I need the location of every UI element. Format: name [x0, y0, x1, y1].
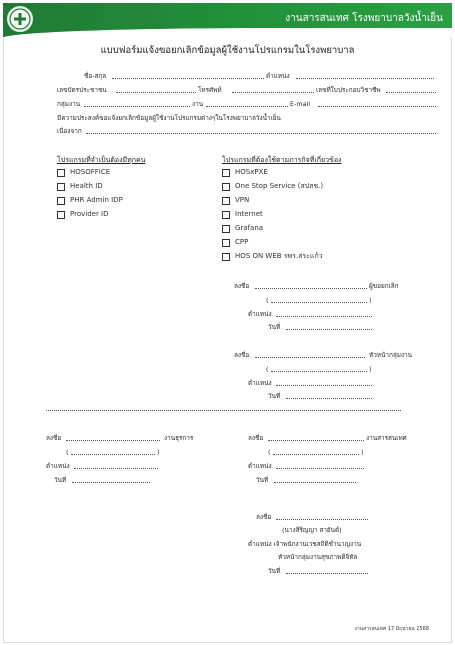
form-title: แบบฟอร์มแจ้งขอยกเลิกข้อมูลผู้ใช้งานโปรแกรมในโรงพยาบาล: [100, 45, 355, 56]
head-date-field[interactable]: [286, 398, 372, 399]
checkbox-internet[interactable]: [222, 211, 230, 219]
approver-date-label: วันที่: [268, 567, 281, 575]
it-position-label: ตำแหน่ง: [248, 462, 272, 470]
checkbox-label: Provider ID: [70, 210, 109, 218]
checkbox-label: HOS ON WEB รพร.สระแก้ว: [235, 252, 323, 260]
head-sign-field[interactable]: [255, 357, 365, 358]
approver-sign-field[interactable]: [276, 519, 368, 520]
checkbox-hosoffice[interactable]: [57, 169, 65, 177]
checkbox-label: PHR Admin IDP: [70, 196, 123, 204]
admin-date-label: วันที่: [54, 476, 67, 484]
checkbox-label: VPN: [235, 196, 250, 204]
requester-role: ผู้ขอยกเลิก: [369, 282, 399, 290]
approver-name: (นางสิริญญา สายันต์): [282, 526, 342, 534]
name-label: ชื่อ-สกุล: [84, 72, 107, 80]
it-date-field[interactable]: [274, 482, 356, 483]
it-date-label: วันที่: [256, 476, 269, 484]
purpose-text: มีความประสงค์ขอแจ้งยกเลิกข้อมูลผู้ใช้งานโปรแกรมต่างๆในโรงพยาบาลวังน้ำเย็น: [57, 114, 281, 122]
paren-open: (: [266, 365, 269, 373]
license-label: เลขที่ใบประกอบวิชาชีพ: [316, 86, 381, 94]
requester-name-field[interactable]: [271, 302, 367, 303]
position-label: ตำแหน่ง: [266, 72, 290, 80]
paren-open: (: [268, 448, 271, 456]
org-name: งานสารสนเทศ โรงพยาบาลวังน้ำเย็น: [285, 13, 443, 24]
admin-position-label: ตำแหน่ง: [46, 462, 70, 470]
it-sign-label: ลงชื่อ: [248, 434, 264, 442]
form-page: [3, 3, 452, 643]
group-field[interactable]: [84, 106, 190, 107]
section-separator: [46, 410, 401, 411]
paren-open: (: [266, 296, 269, 304]
checkbox-label: HOSOFFICE: [70, 168, 111, 176]
head-date-label: วันที่: [268, 392, 281, 400]
it-name-field[interactable]: [273, 454, 359, 455]
position-field[interactable]: [296, 78, 434, 79]
reason-field[interactable]: [86, 133, 436, 134]
paren-open: (: [66, 448, 69, 456]
checkbox-provider-id[interactable]: [57, 211, 65, 219]
head-role: หัวหน้ากลุ่มงาน: [369, 351, 413, 359]
checkbox-hos-on-web[interactable]: [222, 253, 230, 261]
it-position-field[interactable]: [276, 468, 364, 469]
footer-note: งานสารสนเทศ 17 มิถุนายน 2568: [354, 626, 429, 632]
id-card-field[interactable]: [116, 92, 196, 93]
admin-role: งานธุรการ: [164, 434, 194, 442]
checkbox-hosxpxe[interactable]: [222, 169, 230, 177]
checkbox-label: CPP: [235, 238, 249, 246]
checkbox-label: One Stop Service (สปสช.): [235, 182, 324, 190]
approver-sign-label: ลงชื่อ: [256, 513, 272, 521]
paren-close: ): [157, 448, 160, 456]
paren-close: ): [361, 448, 364, 456]
work-label: งาน: [192, 100, 204, 108]
checkbox-one-stop-service[interactable]: [222, 183, 230, 191]
checkbox-label: Health ID: [70, 182, 103, 190]
name-field[interactable]: [112, 78, 264, 79]
head-position-field[interactable]: [276, 385, 372, 386]
group-label: กลุ่มงาน: [57, 100, 81, 108]
paren-close: ): [369, 365, 372, 373]
requester-position-field[interactable]: [276, 316, 372, 317]
admin-name-field[interactable]: [71, 454, 155, 455]
requester-position-label: ตำแหน่ง: [248, 310, 272, 318]
checkbox-vpn[interactable]: [222, 197, 230, 205]
head-name-field[interactable]: [271, 371, 367, 372]
phone-field[interactable]: [232, 92, 314, 93]
checkbox-label: Internet: [235, 210, 263, 218]
approver-date-field[interactable]: [286, 573, 368, 574]
related-section-title: โปรแกรมที่ต้องใช้ตามภารกิจที่เกี่ยวข้อง: [222, 156, 342, 164]
phone-label: โทรศัพท์: [198, 86, 222, 94]
it-sign-field[interactable]: [268, 440, 364, 441]
paren-close: ): [369, 296, 372, 304]
checkbox-cpp[interactable]: [222, 239, 230, 247]
id-card-label: เลขบัตรประชาชน: [57, 86, 107, 94]
requester-sign-label: ลงชื่อ: [234, 282, 250, 290]
requester-date-label: วันที่: [268, 323, 281, 331]
admin-sign-label: ลงชื่อ: [46, 434, 62, 442]
admin-date-field[interactable]: [72, 482, 150, 483]
head-position-label: ตำแหน่ง: [248, 379, 272, 387]
checkbox-label: HOSxPXE: [235, 168, 268, 176]
work-field[interactable]: [206, 106, 288, 107]
checkbox-grafana[interactable]: [222, 225, 230, 233]
approver-title: หัวหน้ากลุ่มงานสุขภาพดิจิทัล: [278, 553, 358, 561]
email-label: E-mail: [290, 100, 311, 108]
checkbox-label: Grafana: [235, 224, 264, 232]
it-role: งานสารสนเทศ: [366, 434, 407, 442]
admin-position-field[interactable]: [74, 468, 158, 469]
required-section-title: โปรแกรมที่จำเป็นต้องมีทุกคน: [57, 156, 146, 164]
reason-label: เนื่องจาก: [57, 127, 82, 135]
head-sign-label: ลงชื่อ: [234, 351, 250, 359]
hospital-emblem-icon: [7, 6, 33, 32]
admin-sign-field[interactable]: [66, 440, 160, 441]
checkbox-phr-admin-idp[interactable]: [57, 197, 65, 205]
email-field[interactable]: [318, 106, 436, 107]
requester-date-field[interactable]: [286, 329, 372, 330]
approver-position: ตำแหน่ง เจ้าพนักงานเวชสถิติชำนาญงาน: [248, 540, 362, 548]
license-field[interactable]: [386, 92, 436, 93]
checkbox-health-id[interactable]: [57, 183, 65, 191]
requester-sign-field[interactable]: [255, 288, 367, 289]
